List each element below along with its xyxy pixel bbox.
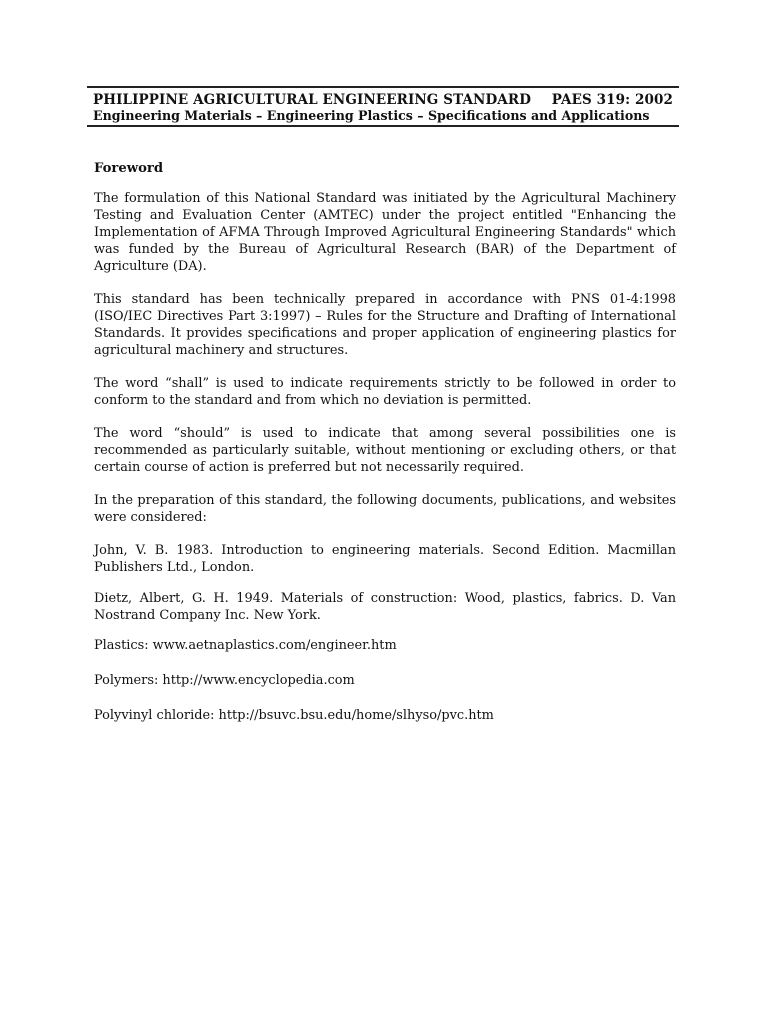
foreword-paragraph: The word “should” is used to indicate that among several possibilities one is recommended as particularly suitable, without mentioning or excluding others, or that certain course of action is preferred but not necessarily required.: [94, 426, 676, 475]
reference-item: Dietz, Albert, G. H. 1949. Materials of construction: Wood, plastics, fabrics. D. Van Nostrand Company Inc. New York.: [94, 591, 676, 623]
reference-item: John, V. B. 1983. Introduction to engineering materials. Second Edition. Macmillan Publishers Ltd., London.: [94, 543, 676, 575]
header-title-row: [93, 92, 679, 108]
foreword-paragraph: This standard has been technically prepared in accordance with PNS 01-4:1998 (ISO/IEC Directives Part 3:1997) – Rules for the Structure and Drafting of International Standards. It provides specifications and proper application of engineering plastics for agricultural machinery and structures.: [94, 292, 676, 358]
standard-number: PAES 319: 2002: [551, 92, 673, 108]
foreword-paragraph: The word “shall” is used to indicate requirements strictly to be followed in order to conform to the standard and from which no deviation is permitted.: [94, 376, 676, 408]
website-reference: Plastics: www.aetnaplastics.com/engineer.htm: [94, 638, 397, 653]
document-page: [94, 86, 676, 742]
document-header: [87, 86, 679, 127]
standard-subtitle: Engineering Materials – Engineering Plastics – Specifications and Applications: [93, 108, 650, 123]
foreword-paragraph: In the preparation of this standard, the following documents, publications, and websites were considered:: [94, 493, 676, 525]
website-reference: Polyvinyl chloride: http://bsuvc.bsu.edu/home/slhyso/pvc.htm: [94, 708, 494, 723]
standard-title: PHILIPPINE AGRICULTURAL ENGINEERING STANDARD: [93, 92, 532, 108]
section-title-foreword: Foreword: [94, 161, 164, 176]
foreword-paragraph: The formulation of this National Standard was initiated by the Agricultural Machinery Testing and Evaluation Center (AMTEC) under the project entitled "Enhancing the Implementation of AFMA Through Improved Agricultural Engineering Standards" which was funded by the Bureau of Agricultural Research (BAR) of the Department of Agriculture (DA).: [94, 191, 676, 274]
website-reference: Polymers: http://www.encyclopedia.com: [94, 673, 355, 688]
